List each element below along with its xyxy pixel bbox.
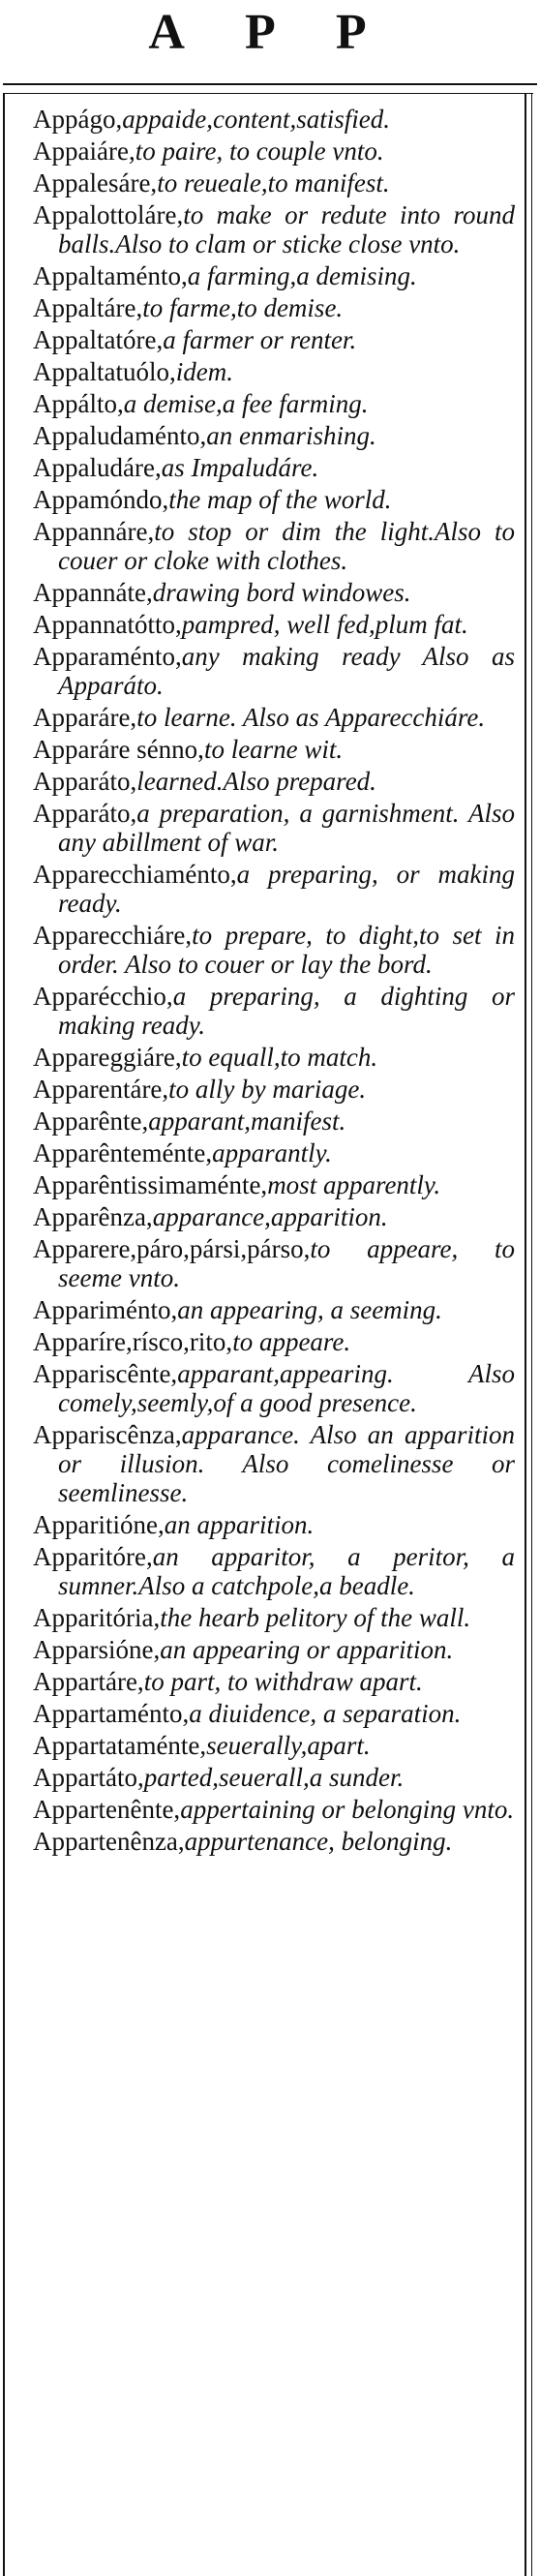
entry-definition: appurtenance, belonging. [184,1827,453,1856]
dictionary-entry [33,1420,515,1507]
entry-headword: Apparáto, [33,767,137,796]
dictionary-entry [33,1295,515,1324]
entry-headword: Apparécchio, [33,982,173,1011]
entry-definition: to learne. Also as Apparecchiáre. [136,703,486,732]
dictionary-entry [33,1542,515,1600]
entry-definition: to appeare. [232,1327,351,1356]
entry-definition: an apparitor, a peritor, a sumner.Also a catchpole,a beadle. [58,1542,515,1600]
dictionary-entry [33,860,515,918]
entry-definition: the map of the world. [168,485,392,514]
entry-headword: Apparênte, [33,1106,149,1136]
entry-definition: seuerally,apart. [206,1731,371,1760]
dictionary-entry [33,1327,515,1356]
dictionary-entry [33,1635,515,1664]
entry-headword: Apparaménto, [33,642,182,671]
entry-headword: Appartenênza, [33,1827,185,1856]
right-column-rule [525,93,526,2576]
dictionary-entry [33,1763,515,1792]
entry-headword: Appalesáre, [33,168,158,197]
entry-definition: pampred, well fed,plum fat. [181,610,468,639]
entry-headword: Apparíre,rísco,rito, [33,1327,233,1356]
left-column-rule [3,93,5,2576]
entry-definition: drawing bord windowes. [152,578,411,607]
dictionary-entry [33,1138,515,1167]
dictionary-entry [33,1043,515,1072]
entry-definition: parted,seuerall,a sunder. [143,1763,405,1792]
entry-definition: a preparing, a dighting or making ready. [58,982,515,1040]
dictionary-entry [33,1202,515,1231]
entry-headword: Apparáre sénno, [33,735,204,764]
entry-definition: to appeare, to seeme vnto. [58,1234,515,1292]
entry-headword: Appálto, [33,389,124,418]
entry-headword: Apparênza, [33,1202,153,1231]
dictionary-entry [33,105,515,134]
entry-headword: Appalottoláre, [33,200,184,229]
entry-headword: Appaludáre, [33,453,162,482]
entry-headword: Appaltáre, [33,293,143,322]
dictionary-entry [33,1170,515,1199]
entry-definition: the hearb pelitory of the wall. [160,1603,471,1632]
entry-headword: Appannatótto, [33,610,182,639]
dictionary-entry [33,578,515,607]
dictionary-entry [33,1699,515,1728]
entry-definition: a preparing, or making ready. [58,860,515,918]
entry-definition: an apparition. [164,1510,315,1539]
entry-definition: apparance,apparition. [152,1202,388,1231]
dictionary-entry [33,703,515,732]
entry-headword: Apparecchiáre, [33,921,193,950]
entry-definition: a preparation, a garnishment. Also any abillment of war. [58,799,515,857]
dictionary-entry [33,1731,515,1760]
dictionary-entry [33,357,515,386]
dictionary-entry [33,136,515,166]
dictionary-entry [33,1075,515,1104]
dictionary-entry [33,921,515,979]
dictionary-entry [33,389,515,418]
dictionary-entry [33,517,515,575]
entry-definition: to ally by mariage. [168,1075,367,1104]
dictionary-entry [33,421,515,450]
entry-definition: apparant,appearing. Also comely,seemly,of a good presence. [58,1359,515,1417]
dictionary-entry [33,1359,515,1417]
entry-definition: to make or redute into round balls.Also to clam or sticke close vnto. [58,200,515,258]
entry-definition: any making ready Also as Apparáto. [58,642,515,700]
entry-headword: Apparáre, [33,703,137,732]
dictionary-entry [33,1827,515,1856]
entry-headword: Appannáte, [33,578,153,607]
dictionary-entry [33,453,515,482]
entry-headword: Apparênteménte, [33,1138,213,1167]
dictionary-entry [33,1106,515,1136]
entry-headword: Appaltatuólo, [33,357,176,386]
dictionary-entries [33,105,515,1859]
entry-headword: Appágo, [33,105,123,134]
entry-headword: Appariménto, [33,1295,178,1324]
entry-headword: Apparêntissimaménte, [33,1170,268,1199]
entry-definition: a demise,a fee farming. [123,389,369,418]
dictionary-entry [33,325,515,354]
entry-definition: appertaining or belonging vnto. [180,1795,515,1824]
entry-definition: to learne wit. [203,735,344,764]
entry-headword: Appartenênte, [33,1795,181,1824]
dictionary-entry [33,1667,515,1696]
entry-definition: idem. [175,357,233,386]
dictionary-entry [33,261,515,290]
entry-definition: to reueale,to manifest. [157,168,390,197]
entry-headword: Appariscênza, [33,1420,182,1449]
entry-headword: Appartáre, [33,1667,144,1696]
entry-definition: a farming,a demising. [187,261,417,290]
entry-headword: Appartaménto, [33,1699,190,1728]
entry-headword: Apparere,páro,pársi,párso, [33,1234,311,1263]
right-column-rule-thin [531,93,532,2576]
entry-definition: to equall,to match. [181,1043,378,1072]
entry-definition: apparant,manifest. [148,1106,346,1136]
dictionary-entry [33,168,515,197]
entry-definition: to part, to withdraw apart. [143,1667,423,1696]
dictionary-entry [33,485,515,514]
dictionary-entry [33,1234,515,1292]
header-rule [3,83,537,85]
page-header: A P P [148,5,392,60]
entry-headword: Apparáto, [33,799,137,828]
entry-definition: as Impaludáre. [161,453,319,482]
entry-headword: Apparsióne, [33,1635,161,1664]
entry-headword: Appartataménte, [33,1731,207,1760]
dictionary-entry [33,1795,515,1824]
entry-headword: Appaludaménto, [33,421,207,450]
entry-headword: Apparentáre, [33,1075,169,1104]
entry-definition: a farmer or renter. [163,325,357,354]
entry-definition: to prepare, to dight,to set in order. Also to couer or lay the bord. [58,921,515,979]
entry-headword: Appaltatóre, [33,325,164,354]
entry-headword: Apparitóre, [33,1542,153,1571]
entry-definition: to farme,to demise. [142,293,344,322]
entry-headword: Apparitióne, [33,1510,165,1539]
entry-definition: to stop or dim the light.Also to couer or cloke with clothes. [58,517,515,575]
entry-definition: most apparently. [267,1170,441,1199]
header-rule-thin [3,93,533,94]
entry-definition: an appearing, a seeming. [177,1295,442,1324]
entry-definition: learned.Also prepared. [136,767,376,796]
dictionary-entry [33,200,515,258]
entry-definition: an appearing or apparition. [160,1635,454,1664]
dictionary-entry [33,1510,515,1539]
dictionary-entry [33,799,515,857]
entry-headword: Appannáre, [33,517,155,546]
dictionary-entry [33,642,515,700]
entry-headword: Appariscênte, [33,1359,178,1388]
entry-headword: Appareggiáre, [33,1043,182,1072]
dictionary-entry [33,1603,515,1632]
entry-definition: to paire, to couple vnto. [135,136,384,166]
entry-headword: Apparecchiaménto, [33,860,237,889]
dictionary-entry [33,293,515,322]
entry-definition: appaide,content,satisfied. [122,105,390,134]
dictionary-entry [33,767,515,796]
entry-definition: a diuidence, a separation. [189,1699,462,1728]
entry-headword: Apparitória, [33,1603,161,1632]
entry-definition: apparance. Also an apparition or illusion. Also comelinesse or seemlinesse. [58,1420,515,1507]
entry-definition: an enmarishing. [206,421,376,450]
dictionary-entry [33,982,515,1040]
entry-headword: Appaiáre, [33,136,135,166]
entry-headword: Appaltaménto, [33,261,188,290]
entry-definition: apparantly. [212,1138,332,1167]
dictionary-entry [33,610,515,639]
entry-headword: Appartáto, [33,1763,144,1792]
entry-headword: Appamóndo, [33,485,169,514]
dictionary-entry [33,735,515,764]
